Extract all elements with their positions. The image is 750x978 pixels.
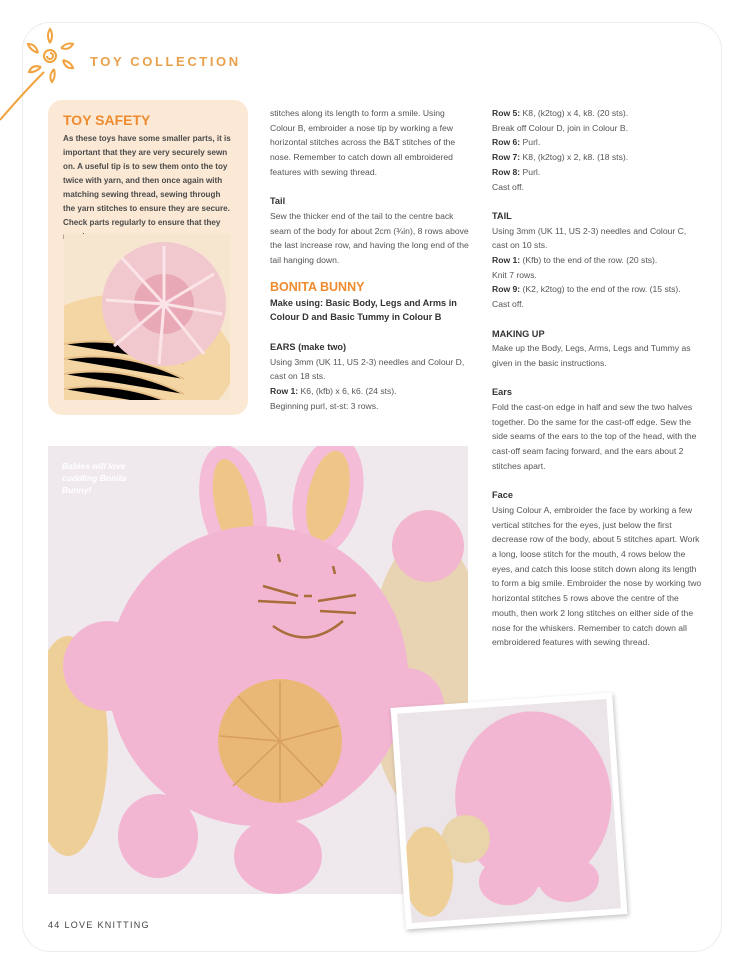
make-using-text: Make using: Basic Body, Legs and Arms in Colour D and Basic Tummy in Colour B bbox=[270, 297, 457, 323]
tail-row-1 bbox=[492, 253, 702, 268]
row-text: K6, (kfb) x 6, k6. (24 sts). bbox=[298, 385, 397, 396]
row-line bbox=[492, 150, 702, 165]
photo-caption: Babies will love cuddling Bonita Bunny! bbox=[62, 461, 127, 495]
knitted-pompom-photo bbox=[64, 234, 230, 400]
row-text: Break off Colour D, join in Colour B. bbox=[492, 122, 628, 133]
row-line bbox=[492, 121, 702, 136]
page-number: 44 bbox=[48, 920, 61, 930]
row-label: Row 8: bbox=[492, 166, 521, 177]
tail-intro: Using 3mm (UK 11, US 2-3) needles and Colour C, cast on 10 sts. bbox=[492, 225, 687, 251]
page-footer bbox=[48, 920, 150, 930]
section-title: TOY COLLECTION bbox=[90, 54, 241, 69]
ears-heading: EARS (make two) bbox=[270, 341, 347, 352]
row-label: Row 1: bbox=[270, 385, 299, 396]
magazine-name: LOVE KNITTING bbox=[64, 920, 150, 930]
row-label: Row 1: bbox=[492, 255, 521, 266]
toy-safety-text: As these toys have some smaller parts, it is important that they are very securely sewn on. A useful tip is to sew them onto the toy twice with yarn, and then once again with matching sewing thread, sewing through the yarn stitches to ensure they are secure. Check parts regularly to ensure that they bbox=[63, 134, 231, 227]
row-line bbox=[492, 180, 702, 195]
row-text: K8, (k2tog) x 4, k8. (20 sts). bbox=[520, 108, 629, 118]
row-text: (Kfb) to the end of the row. (20 sts). bbox=[520, 255, 658, 266]
middle-text-column bbox=[270, 106, 470, 413]
row-line bbox=[492, 135, 702, 150]
tail-row-9 bbox=[492, 282, 702, 297]
bunny-back-inset-photo bbox=[391, 693, 628, 930]
row-text: Cast off. bbox=[492, 181, 524, 192]
row-line bbox=[492, 106, 702, 121]
ears-row-1 bbox=[270, 384, 470, 399]
tail-knit: Knit 7 rows. bbox=[492, 269, 537, 280]
right-text-column bbox=[492, 106, 702, 650]
ears-assembly-text: Fold the cast-on edge in half and sew the two halves together. Do the same for the cast-off edge. Sew the side seams of the ears to the top of the head, with the cast-off seam facing forward, and the ears about 2 stitches apart. bbox=[492, 402, 697, 471]
row-text: (K2, k2tog) to the end of the row. (15 sts). bbox=[520, 284, 681, 295]
face-heading: Face bbox=[492, 490, 513, 501]
pattern-title: BONITA BUNNY bbox=[270, 279, 365, 294]
tail-heading: Tail bbox=[270, 196, 286, 207]
toy-safety-title: TOY SAFETY bbox=[63, 112, 151, 128]
toy-safety-box bbox=[48, 100, 248, 415]
face-text: Using Colour A, embroider the face by working a few vertical stitches for the eyes, just below the first decrease row of the body, about 5 stitches apart. Work a long, loose stitch for the mouth, 4 rows below the eyes, and catch this loose stitch down along its length to form a big smile. Embroider the nose by working two horizontal stitches 5 rows above the centre of the mouth, then work 2 long stitches on either side of the nose for the whiskers. Remember to catch down all embroidered features with sewing thread. bbox=[492, 504, 702, 648]
ears-after-text: Beginning purl, st-st: 3 rows. bbox=[270, 400, 379, 411]
tail-pattern-heading: TAIL bbox=[492, 210, 512, 221]
row-text: Purl. bbox=[520, 166, 541, 177]
smile-intro-text: stitches along its length to form a smile. Using Colour B, embroider a nose tip by working a few horizontal stitches across the B&T stitches of the nose. Remember to catch down all embroidered features with sewing thread. bbox=[270, 108, 456, 177]
row-text: K8, (k2tog) x 2, k8. (18 sts). bbox=[520, 152, 629, 163]
row-label: Row 9: bbox=[492, 284, 521, 295]
row-text: Purl. bbox=[520, 137, 541, 148]
making-up-text: Make up the Body, Legs, Arms, Legs and Tummy as given in the basic instructions. bbox=[492, 343, 691, 368]
ears-text: Using 3mm (UK 11, US 2-3) needles and Colour D, cast on 18 sts. bbox=[270, 356, 465, 382]
making-up-heading: MAKING UP bbox=[492, 328, 545, 339]
ears-assembly-heading: Ears bbox=[492, 387, 512, 398]
tail-cast-off: Cast off. bbox=[492, 299, 524, 310]
row-label: Row 5: bbox=[492, 108, 521, 118]
row-label: Row 7: bbox=[492, 152, 521, 163]
row-label: Row 6: bbox=[492, 137, 521, 148]
tail-text: Sew the thicker end of the tail to the centre back seam of the body for about 2cm (¾in), 8 rows above the last increase row, and having the long end of the tail hanging down. bbox=[270, 210, 469, 266]
row-line bbox=[492, 165, 702, 180]
